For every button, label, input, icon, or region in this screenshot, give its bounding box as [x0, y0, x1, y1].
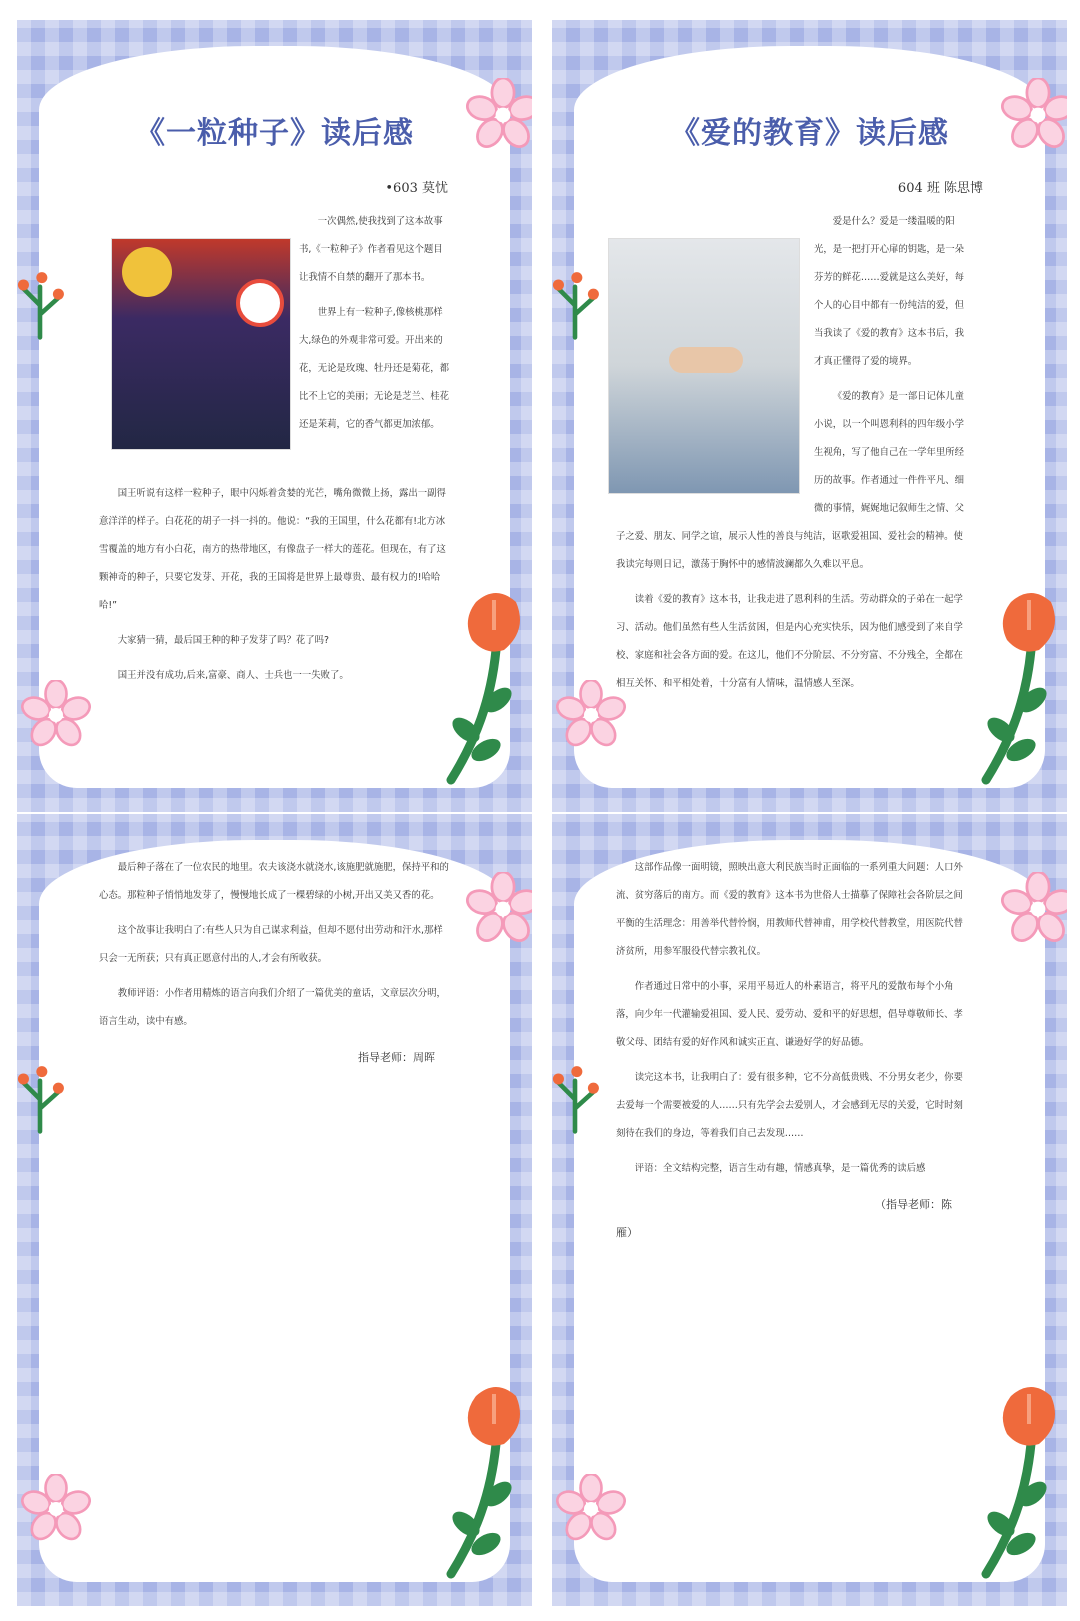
paragraph: 评语：全文结构完整，语言生动有趣，情感真挚，是一篇优秀的读后感	[634, 1163, 926, 1174]
pink-flower-icon	[466, 872, 532, 946]
page-1	[17, 20, 532, 812]
author-byline: 604 班 陈思博	[897, 181, 983, 196]
pink-flower-icon	[21, 1474, 91, 1544]
paragraph: 读完这本书，让我明白了：爱有很多种，它不分高低贵贱、不分男女老少，你要去爱每一个需要被爱的人……只有先学会去爱别人，才会感到无尽的关爱，它时时刻刻待在我们的身边，等着我们自己去发现……	[616, 1072, 963, 1139]
page-title: 《一粒种子》读后感	[135, 116, 414, 151]
orange-tulip-icon	[971, 590, 1061, 790]
small-tulip-icon	[552, 1044, 604, 1136]
paragraph: 这个故事让我明白了:有些人只为自己谋求利益，但却不愿付出劳动和汗水,那样只会一无所获；只有真正愿意付出的人,才会有所收获。	[99, 925, 443, 964]
student-photo	[111, 238, 291, 450]
paragraph: 作者通过日常中的小事，采用平易近人的朴素语言，将平凡的爱散布每个小角落，向少年一代灌输爱祖国、爱人民、爱劳动、爱和平的好思想，倡导尊敬师长、孝敬父母、团结有爱的好作风和诚实正直、谦逊好学的好品德。	[616, 981, 963, 1048]
small-tulip-icon	[17, 250, 69, 342]
pink-flower-icon	[556, 1474, 626, 1544]
paragraph: 大家猜一猜，最后国王种的种子发芽了吗？花了吗?	[117, 635, 330, 646]
article-body	[616, 854, 966, 1247]
article-body	[99, 208, 449, 697]
small-tulip-icon	[17, 1044, 69, 1136]
orange-tulip-icon	[436, 590, 526, 790]
teacher-signature	[616, 1191, 966, 1247]
paragraph: 国王并没有成功,后来,富豪、商人、士兵也一一失败了。	[117, 670, 349, 681]
paragraph: 一次偶然,使我找到了这本故事书,《一粒种子》作者看见这个题目让我情不自禁的翻开了那本书。	[299, 216, 443, 283]
author-byline: •603 莫忧	[385, 181, 448, 196]
paragraph: 《爱的教育》是一部日记体儿童小说，以一个叫恩利科的四年级小学生视角，写了他自己在一学年里所经历的故事。作者通过一件件平凡、细微的事情，娓娓地记叙师生之情、父子之爱、朋友、同学之谊，展示人性的善良与纯洁，讴歌爱祖国、爱社会的精神。使我读完每则日记，激荡于胸怀中的感情波澜都久久难以平息。	[616, 391, 965, 570]
signature-line-2: 雁）	[616, 1226, 638, 1239]
teacher-signature: 指导老师：周晖	[358, 1051, 435, 1064]
paragraph: 爱是什么？爱是一缕温暖的阳光，是一把打开心扉的钥匙，是一朵芬芳的鲜花……爱就是这么美好，每个人的心目中都有一份纯洁的爱，但当我读了《爱的教育》这本书后，我才真正懂得了爱的境界。	[814, 216, 965, 367]
student-photo	[608, 238, 800, 494]
paragraph: 国王听说有这样一粒种子，眼中闪烁着贪婪的光芒，嘴角微微上扬，露出一副得意洋洋的样子。白花花的胡子一抖一抖的。他说：“我的王国里，什么花都有!北方冰雪覆盖的地方有小白花，南方的热带地区，有像盘子一样大的莲花。但现在，有了这颗神奇的种子，只要它发芽、开花，我的王国将是世界上最尊贵、最有权力的!哈哈哈!”	[99, 488, 446, 611]
pink-flower-icon	[1001, 872, 1067, 946]
orange-tulip-icon	[436, 1384, 526, 1584]
page-3	[17, 814, 532, 1606]
photo-placeholder	[99, 224, 289, 474]
article-body	[616, 208, 966, 705]
paragraph: 这部作品像一面明镜，照映出意大利民族当时正面临的一系列重大问题：人口外流、贫穷落后的南方。而《爱的教育》这本书为世俗人士描摹了保障社会各阶层之间平衡的生活理念：用善举代替怜悯，用教师代替神甫，用学校代替教堂，用医院代替济贫所，用参军服役代替宗教礼仪。	[616, 862, 963, 957]
paragraph: 世界上有一粒种子,像核桃那样大,绿色的外观非常可爱。开出来的花，无论是玫瑰、牡丹还是菊花，都比不上它的美丽；无论是芝兰、桂花还是茉莉，它的香气都更加浓郁。	[299, 307, 450, 430]
article-body	[99, 854, 449, 1072]
photo-placeholder	[616, 224, 804, 496]
paragraph: 教师评语：小作者用精炼的语言向我们介绍了一篇优美的童话，文章层次分明，语言生动，读中有感。	[99, 988, 446, 1027]
paragraph: 读着《爱的教育》这本书，让我走进了恩利科的生活。劳动群众的子弟在一起学习、活动。他们虽然有些人生活贫困，但是内心充实快乐，因为他们感受到了来自学校、家庭和社会各方面的爱。在这儿，他们不分阶层、不分穷富、不分残全，全都在相互关怀、和平相处着，十分富有人情味，温情感人至深。	[616, 594, 963, 689]
page-2	[552, 20, 1067, 812]
page-4	[552, 814, 1067, 1606]
pink-flower-icon	[21, 680, 91, 750]
orange-tulip-icon	[971, 1384, 1061, 1584]
paragraph: 最后种子落在了一位农民的地里。农夫该浇水就浇水,该施肥就施肥，保持平和的心态。那粒种子悄悄地发芽了，慢慢地长成了一棵碧绿的小树,开出又美又香的花。	[99, 862, 449, 901]
page-title: 《爱的教育》读后感	[670, 116, 949, 151]
signature-line-1: （指导老师：陈	[875, 1198, 952, 1211]
small-tulip-icon	[552, 250, 604, 342]
